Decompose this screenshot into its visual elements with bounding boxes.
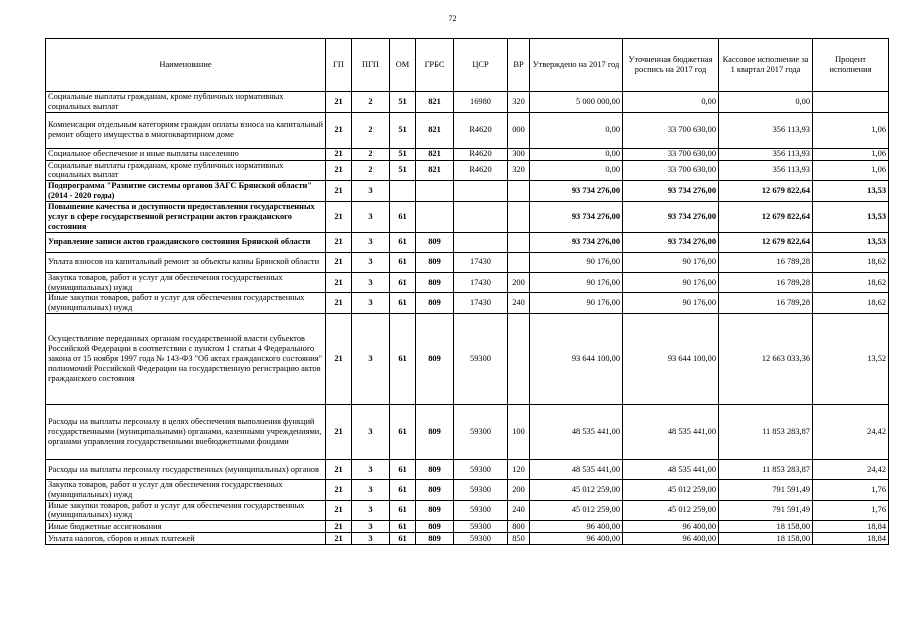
cell-refined: 33 700 630,00 <box>623 112 719 148</box>
cell-cash: 12 679 822,64 <box>719 232 813 252</box>
cell-pgp: 3 <box>352 404 390 459</box>
cell-grbs: 809 <box>416 252 454 272</box>
cell-grbs: 809 <box>416 521 454 533</box>
table-row <box>46 272 889 293</box>
header-name: Наименование <box>46 39 326 92</box>
cell-cash: 16 789,28 <box>719 293 813 314</box>
cell-grbs: 809 <box>416 272 454 293</box>
cell-approved: 48 535 441,00 <box>530 404 623 459</box>
cell-vr: 320 <box>508 92 530 113</box>
cell-percent: 13,52 <box>813 313 889 404</box>
cell-approved: 0,00 <box>530 160 623 181</box>
cell-csr: 17430 <box>454 272 508 293</box>
cell-om: 61 <box>390 533 416 545</box>
cell-name: Иные закупки товаров, работ и услуг для обеспечения государственных (муниципальных) нужд <box>46 293 326 314</box>
cell-gp: 21 <box>326 500 352 521</box>
cell-om: 61 <box>390 500 416 521</box>
cell-cash: 18 158,00 <box>719 533 813 545</box>
cell-percent: 18,84 <box>813 533 889 545</box>
cell-pgp: 2 <box>352 148 390 160</box>
cell-name: Социальные выплаты гражданам, кроме публичных нормативных социальных выплат <box>46 160 326 181</box>
cell-approved: 93 734 276,00 <box>530 232 623 252</box>
cell-csr: 59300 <box>454 404 508 459</box>
cell-refined: 90 176,00 <box>623 252 719 272</box>
cell-vr: 120 <box>508 459 530 479</box>
cell-vr: 800 <box>508 521 530 533</box>
cell-percent: 1,06 <box>813 148 889 160</box>
cell-percent: 13,53 <box>813 201 889 232</box>
header-cash: Кассовое исполнение за 1 квартал 2017 года <box>719 39 813 92</box>
cell-om <box>390 181 416 202</box>
cell-csr <box>454 201 508 232</box>
cell-vr: 240 <box>508 500 530 521</box>
cell-om: 61 <box>390 272 416 293</box>
table-row <box>46 252 889 272</box>
header-csr: ЦСР <box>454 39 508 92</box>
cell-om: 61 <box>390 201 416 232</box>
cell-pgp: 3 <box>352 181 390 202</box>
cell-grbs: 809 <box>416 313 454 404</box>
cell-vr: 850 <box>508 533 530 545</box>
cell-grbs: 821 <box>416 92 454 113</box>
cell-csr <box>454 181 508 202</box>
cell-om: 61 <box>390 404 416 459</box>
cell-percent: 1,06 <box>813 160 889 181</box>
cell-gp: 21 <box>326 533 352 545</box>
cell-gp: 21 <box>326 479 352 500</box>
cell-pgp: 3 <box>352 459 390 479</box>
cell-grbs: 809 <box>416 500 454 521</box>
cell-cash: 16 789,28 <box>719 272 813 293</box>
cell-pgp: 3 <box>352 533 390 545</box>
header-grbs: ГРБС <box>416 39 454 92</box>
cell-csr: R4620 <box>454 148 508 160</box>
cell-gp: 21 <box>326 232 352 252</box>
cell-grbs: 809 <box>416 459 454 479</box>
cell-om: 61 <box>390 313 416 404</box>
cell-gp: 21 <box>326 272 352 293</box>
cell-pgp: 2 <box>352 160 390 181</box>
cell-percent: 13,53 <box>813 232 889 252</box>
table-row <box>46 201 889 232</box>
cell-approved: 45 012 259,00 <box>530 500 623 521</box>
cell-grbs: 809 <box>416 293 454 314</box>
cell-refined: 96 400,00 <box>623 521 719 533</box>
cell-name: Управление записи актов гражданского состояния Брянской области <box>46 232 326 252</box>
cell-refined: 96 400,00 <box>623 533 719 545</box>
cell-percent: 1,06 <box>813 112 889 148</box>
cell-cash: 12 663 033,36 <box>719 313 813 404</box>
cell-vr <box>508 201 530 232</box>
cell-csr: 59300 <box>454 313 508 404</box>
cell-vr <box>508 252 530 272</box>
cell-cash: 0,00 <box>719 92 813 113</box>
cell-cash: 12 679 822,64 <box>719 181 813 202</box>
cell-refined: 33 700 630,00 <box>623 160 719 181</box>
cell-cash: 356 113,93 <box>719 160 813 181</box>
table-row <box>46 92 889 113</box>
cell-approved: 93 734 276,00 <box>530 201 623 232</box>
cell-om: 51 <box>390 160 416 181</box>
cell-csr: 17430 <box>454 252 508 272</box>
cell-vr <box>508 313 530 404</box>
cell-name: Повышение качества и доступности предоставления государственных услуг в сфере государственной регистрации актов гражданского состояния <box>46 201 326 232</box>
cell-pgp: 3 <box>352 232 390 252</box>
header-om: ОМ <box>390 39 416 92</box>
cell-grbs <box>416 201 454 232</box>
cell-name: Социальные выплаты гражданам, кроме публичных нормативных социальных выплат <box>46 92 326 113</box>
cell-refined: 90 176,00 <box>623 272 719 293</box>
cell-percent: 18,62 <box>813 293 889 314</box>
cell-vr <box>508 232 530 252</box>
cell-pgp: 3 <box>352 521 390 533</box>
cell-name: Закупка товаров, работ и услуг для обеспечения государственных (муниципальных) нужд <box>46 479 326 500</box>
cell-refined: 45 012 259,00 <box>623 500 719 521</box>
table-row <box>46 232 889 252</box>
table-row <box>46 500 889 521</box>
header-pgp: ПГП <box>352 39 390 92</box>
cell-approved: 90 176,00 <box>530 252 623 272</box>
cell-om: 61 <box>390 232 416 252</box>
cell-cash: 18 158,00 <box>719 521 813 533</box>
table-row <box>46 293 889 314</box>
cell-grbs: 809 <box>416 533 454 545</box>
cell-refined: 48 535 441,00 <box>623 459 719 479</box>
cell-approved: 96 400,00 <box>530 521 623 533</box>
cell-approved: 90 176,00 <box>530 272 623 293</box>
cell-approved: 96 400,00 <box>530 533 623 545</box>
cell-grbs: 809 <box>416 232 454 252</box>
header-refined: Уточненная бюджетная роспись на 2017 год <box>623 39 719 92</box>
cell-pgp: 2 <box>352 92 390 113</box>
cell-vr: 000 <box>508 112 530 148</box>
table-row <box>46 521 889 533</box>
cell-percent: 18,62 <box>813 252 889 272</box>
cell-refined: 90 176,00 <box>623 293 719 314</box>
cell-pgp: 3 <box>352 201 390 232</box>
cell-pgp: 3 <box>352 313 390 404</box>
table-row <box>46 181 889 202</box>
cell-name: Уплата взносов на капитальный ремонт за объекты казны Брянской области <box>46 252 326 272</box>
cell-csr: 16980 <box>454 92 508 113</box>
cell-vr: 320 <box>508 160 530 181</box>
cell-percent: 24,42 <box>813 404 889 459</box>
table-row <box>46 404 889 459</box>
cell-refined: 33 700 630,00 <box>623 148 719 160</box>
table-row <box>46 160 889 181</box>
cell-gp: 21 <box>326 252 352 272</box>
cell-vr: 100 <box>508 404 530 459</box>
cell-csr: 59300 <box>454 479 508 500</box>
cell-approved: 0,00 <box>530 112 623 148</box>
cell-percent: 1,76 <box>813 479 889 500</box>
header-gp: ГП <box>326 39 352 92</box>
cell-refined: 93 734 276,00 <box>623 232 719 252</box>
cell-om: 61 <box>390 293 416 314</box>
cell-approved: 93 734 276,00 <box>530 181 623 202</box>
cell-om: 51 <box>390 92 416 113</box>
cell-vr: 200 <box>508 272 530 293</box>
cell-name: Иные бюджетные ассигнования <box>46 521 326 533</box>
cell-percent: 18,84 <box>813 521 889 533</box>
cell-cash: 11 853 283,87 <box>719 404 813 459</box>
header-approved: Утверждено на 2017 год <box>530 39 623 92</box>
cell-percent: 24,42 <box>813 459 889 479</box>
cell-name: Социальное обеспечение и иные выплаты населению <box>46 148 326 160</box>
cell-csr: R4620 <box>454 112 508 148</box>
table-row <box>46 313 889 404</box>
header-vr: ВР <box>508 39 530 92</box>
cell-refined: 93 734 276,00 <box>623 201 719 232</box>
cell-gp: 21 <box>326 201 352 232</box>
cell-grbs: 809 <box>416 404 454 459</box>
table-row <box>46 459 889 479</box>
cell-csr: 59300 <box>454 533 508 545</box>
cell-gp: 21 <box>326 92 352 113</box>
cell-pgp: 3 <box>352 293 390 314</box>
table-header-row <box>46 39 889 92</box>
cell-refined: 93 644 100,00 <box>623 313 719 404</box>
cell-vr <box>508 181 530 202</box>
cell-cash: 356 113,93 <box>719 112 813 148</box>
cell-percent: 13,53 <box>813 181 889 202</box>
table-row <box>46 112 889 148</box>
cell-vr: 240 <box>508 293 530 314</box>
cell-cash: 356 113,93 <box>719 148 813 160</box>
cell-csr: 17430 <box>454 293 508 314</box>
cell-approved: 48 535 441,00 <box>530 459 623 479</box>
cell-gp: 21 <box>326 404 352 459</box>
cell-name: Расходы на выплаты персоналу государственных (муниципальных) органов <box>46 459 326 479</box>
cell-refined: 45 012 259,00 <box>623 479 719 500</box>
cell-csr: 59300 <box>454 521 508 533</box>
cell-csr <box>454 232 508 252</box>
cell-percent: 18,62 <box>813 272 889 293</box>
cell-approved: 45 012 259,00 <box>530 479 623 500</box>
cell-grbs: 821 <box>416 112 454 148</box>
cell-cash: 791 591,49 <box>719 500 813 521</box>
cell-cash: 12 679 822,64 <box>719 201 813 232</box>
cell-om: 61 <box>390 459 416 479</box>
cell-refined: 93 734 276,00 <box>623 181 719 202</box>
cell-om: 61 <box>390 521 416 533</box>
cell-om: 61 <box>390 479 416 500</box>
cell-csr: R4620 <box>454 160 508 181</box>
cell-grbs: 809 <box>416 479 454 500</box>
cell-name: Подпрограмма "Развитие системы органов ЗАГС Брянской области" (2014 - 2020 годы) <box>46 181 326 202</box>
cell-vr: 200 <box>508 479 530 500</box>
cell-grbs: 821 <box>416 160 454 181</box>
budget-table <box>45 38 889 545</box>
cell-gp: 21 <box>326 148 352 160</box>
cell-grbs: 821 <box>416 148 454 160</box>
cell-name: Иные закупки товаров, работ и услуг для обеспечения государственных (муниципальных) нужд <box>46 500 326 521</box>
cell-gp: 21 <box>326 521 352 533</box>
cell-om: 61 <box>390 252 416 272</box>
header-percent: Процент исполнения <box>813 39 889 92</box>
cell-gp: 21 <box>326 293 352 314</box>
cell-pgp: 3 <box>352 252 390 272</box>
cell-name: Закупка товаров, работ и услуг для обеспечения государственных (муниципальных) нужд <box>46 272 326 293</box>
cell-pgp: 3 <box>352 500 390 521</box>
cell-pgp: 2 <box>352 112 390 148</box>
cell-name: Уплата налогов, сборов и иных платежей <box>46 533 326 545</box>
cell-cash: 11 853 283,87 <box>719 459 813 479</box>
cell-approved: 93 644 100,00 <box>530 313 623 404</box>
cell-pgp: 3 <box>352 272 390 293</box>
table-row <box>46 533 889 545</box>
cell-csr: 59300 <box>454 500 508 521</box>
cell-refined: 0,00 <box>623 92 719 113</box>
table-row <box>46 148 889 160</box>
page-number: 72 <box>448 14 457 23</box>
cell-name: Компенсация отдельным категориям граждан оплаты взноса на капитальный ремонт общего имущества в многоквартирном доме <box>46 112 326 148</box>
cell-om: 51 <box>390 112 416 148</box>
cell-refined: 48 535 441,00 <box>623 404 719 459</box>
cell-percent: 1,76 <box>813 500 889 521</box>
cell-name: Осуществление переданных органам государственной власти субъектов Российской Федерации в соответствии с пунктом 1 статьи 4 Федерального закона от 15 ноября 1997 года № 143-ФЗ "Об актах гражданского состояния" полномочий Российской Федерации на государственную регистрацию актов гражданского состояния <box>46 313 326 404</box>
cell-gp: 21 <box>326 313 352 404</box>
cell-cash: 791 591,49 <box>719 479 813 500</box>
cell-approved: 5 000 000,00 <box>530 92 623 113</box>
cell-gp: 21 <box>326 112 352 148</box>
cell-cash: 16 789,28 <box>719 252 813 272</box>
cell-gp: 21 <box>326 181 352 202</box>
cell-pgp: 3 <box>352 479 390 500</box>
cell-grbs <box>416 181 454 202</box>
cell-percent <box>813 92 889 113</box>
table-row <box>46 479 889 500</box>
cell-om: 51 <box>390 148 416 160</box>
cell-vr: 300 <box>508 148 530 160</box>
cell-csr: 59300 <box>454 459 508 479</box>
cell-name: Расходы на выплаты персоналу в целях обеспечения выполнения функций государственными (муниципальными) органами, казенными учреждениями, органами управления государственными внебюджетными фондами <box>46 404 326 459</box>
cell-approved: 90 176,00 <box>530 293 623 314</box>
cell-gp: 21 <box>326 160 352 181</box>
cell-gp: 21 <box>326 459 352 479</box>
cell-approved: 0,00 <box>530 148 623 160</box>
